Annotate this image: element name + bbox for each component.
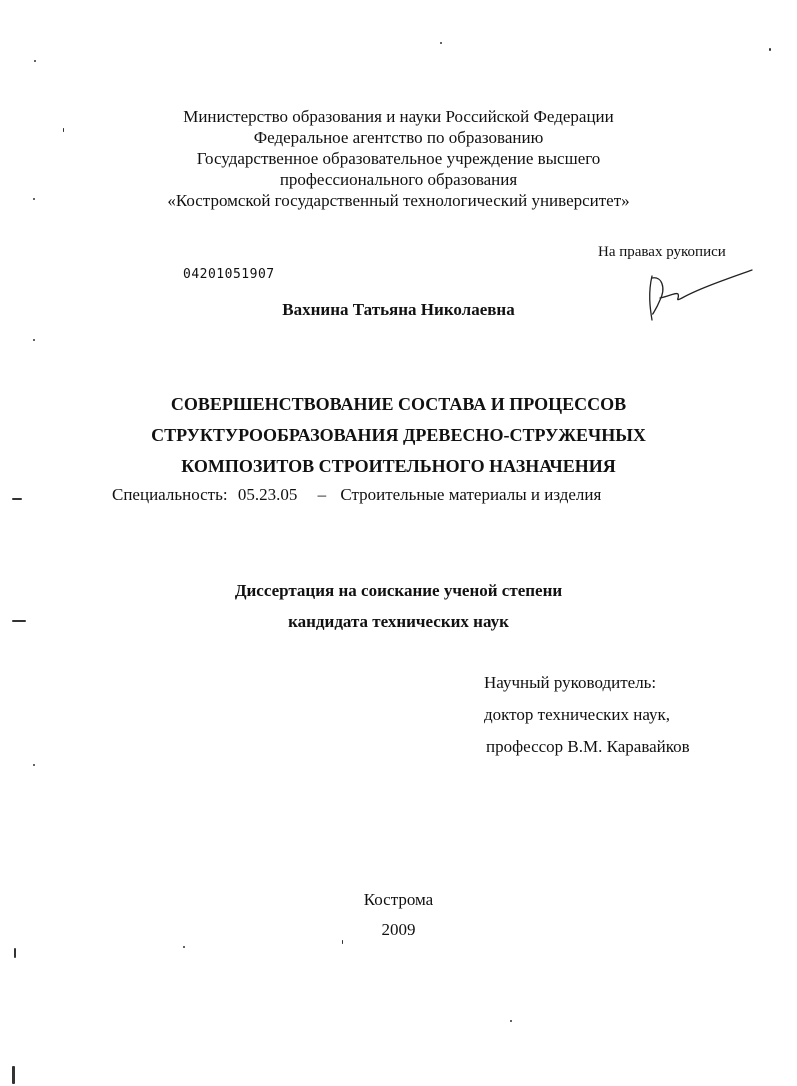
title-line-2: СТРУКТУРООБРАЗОВАНИЯ ДРЕВЕСНО-СТРУЖЕЧНЫХ: [151, 425, 646, 445]
scan-speck: [342, 940, 343, 944]
degree-line-1: Диссертация на соискание ученой степени: [234, 581, 563, 600]
year: 2009: [381, 920, 416, 939]
specialty-code: 05.23.05: [237, 485, 298, 504]
specialty-line: [112, 485, 601, 505]
scan-speck: [33, 764, 35, 766]
scan-speck: [34, 60, 36, 62]
agency-line: Федеральное агентство по образованию: [253, 128, 544, 147]
scan-speck: [12, 1066, 15, 1084]
supervisor-label: Научный руководитель:: [484, 673, 657, 692]
degree-line-2: кандидата технических наук: [288, 612, 509, 631]
university-name: «Костромской государственный технологический университет»: [167, 191, 630, 210]
scan-speck: [183, 946, 185, 948]
scan-speck: [14, 948, 16, 958]
ministry-line: Министерство образования и науки Российской Федерации: [183, 107, 614, 126]
title-line-1: СОВЕРШЕНСТВОВАНИЕ СОСТАВА И ПРОЦЕССОВ: [170, 394, 627, 414]
supervisor-name: профессор В.М. Каравайков: [486, 737, 690, 756]
city: Кострома: [363, 890, 434, 909]
specialty-name: Строительные материалы и изделия: [340, 485, 602, 504]
specialty-dash: –: [317, 485, 327, 504]
supervisor-degree: доктор технических наук,: [484, 705, 671, 724]
scan-speck: [440, 42, 442, 44]
scan-speck: [510, 1020, 512, 1022]
registration-number: 04201051907: [183, 267, 275, 282]
scan-speck: [769, 48, 771, 51]
author-name: Вахнина Татьяна Николаевна: [282, 300, 515, 319]
scan-speck: [33, 339, 35, 341]
scan-speck: [12, 498, 22, 500]
institution-line-1: Государственное образовательное учреждение высшего: [196, 149, 601, 168]
institution-line-2: профессионального образования: [279, 170, 518, 189]
title-line-3: КОМПОЗИТОВ СТРОИТЕЛЬНОГО НАЗНАЧЕНИЯ: [181, 456, 616, 476]
scan-speck: [12, 620, 26, 622]
scan-speck: [63, 128, 64, 132]
rights-note: На правах рукописи: [598, 244, 726, 260]
scan-speck: [33, 198, 35, 200]
specialty-label: Специальность:: [112, 485, 228, 504]
